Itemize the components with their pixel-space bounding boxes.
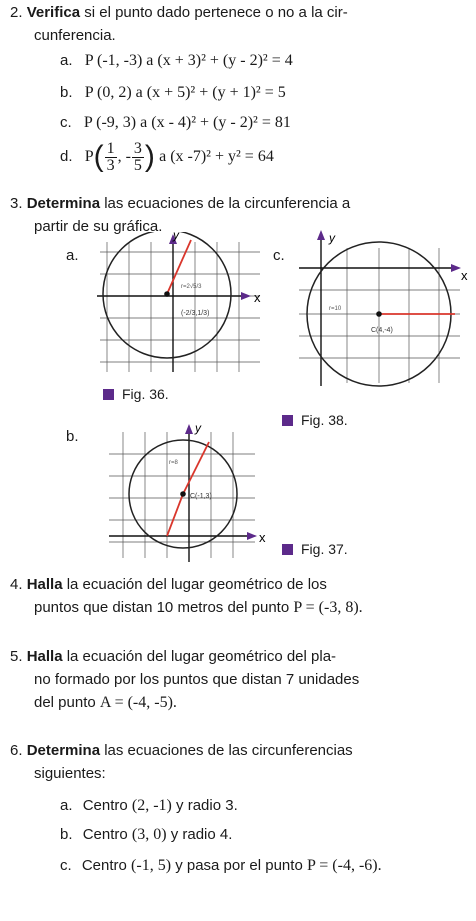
fraction-2-num: 3 [133,139,142,157]
q3-graph-a-label: a. [66,247,79,264]
q2-text2: cunferencia. [34,27,116,44]
q6-item-c-math2: P = (-4, -6). [306,857,382,874]
fraction-2 [132,141,144,174]
graph-c [285,228,475,393]
graph-c-y-arrow [317,230,325,240]
paren-close: ) [144,140,155,173]
q4-point: P = (-3, 8). [293,599,363,616]
graph-c-center [376,311,382,317]
q2-item-d-point: P [84,147,94,165]
q6-item-c-pre: Centro [81,857,132,874]
q2-item-d-mid: , - [117,147,131,165]
q6-item-a [60,797,238,815]
graph-a-center [164,291,170,297]
q2-heading [10,4,348,21]
q6-item-a-post: y radio 3. [171,797,238,814]
fraction-1 [105,141,117,174]
q2-item-d [60,140,274,174]
q6-item-b [60,826,232,844]
graph-a-x-label: x [254,290,261,305]
fig-37-text: Fig. 37. [301,541,348,557]
q2-text1: si el punto dado pertenece o no a la cir- [80,4,348,21]
q5-point: A = (-4, -5). [99,694,177,711]
graph-b-x-arrow [247,532,257,540]
q5-line3 [34,694,177,712]
graph-b-y-label: y [195,421,201,435]
q3-text2: partir de su gráfica. [34,218,163,235]
fig-38-text: Fig. 38. [301,412,348,428]
q2-item-c-expr: P (-9, 3) a (x - 4)² + (y - 2)² = 81 [83,114,291,131]
q5-text1: la ecuación del lugar geométrico del pla- [62,648,337,665]
graph-b-y-arrow [185,424,193,434]
q6-item-c [60,857,382,875]
q6-item-a-pre: Centro [82,797,132,814]
q4-number: 4. [10,576,23,593]
q6-text2: siguientes: [34,765,106,782]
q2-bold: Verifica [26,4,81,21]
graph-a-center-label: (-2/3,1/3) [181,310,210,317]
q2-item-d-label: d. [60,147,73,165]
q6-item-c-label: c. [60,857,72,874]
fig-36-caption [103,386,169,402]
q6-item-c-post: y pasa por el punto [171,857,307,874]
q2-item-b [60,84,286,102]
graph-a-grid [100,242,260,372]
graph-b-radius-label: r=8 [169,460,178,466]
graph-b-radius-up [183,442,209,494]
q4-bold: Halla [26,576,63,593]
q3-heading [10,195,350,212]
fig-37-bullet-icon [282,544,293,555]
q3-graph-c-label: c. [273,247,285,264]
graph-c-x-arrow [451,264,461,272]
graph-b-radius-down [167,494,183,536]
graph-b [105,418,275,568]
graph-c-y-label: y [329,231,335,245]
q3-bold: Determina [26,195,101,212]
q2-item-d-tail: a (x -7)² + y² = 64 [159,147,274,165]
graph-a-y-label: y [173,232,179,242]
fraction-2-den: 5 [133,156,142,174]
q6-number: 6. [10,742,23,759]
q2-number: 2. [10,4,23,21]
graph-a-x-arrow [241,292,251,300]
q6-heading [10,742,353,759]
fraction-1-den: 3 [106,156,115,174]
q5-text2: no formado por los puntos que distan 7 unidades [34,671,360,688]
graph-b-x-label: x [259,530,266,545]
graph-c-center-label: C(4,-4) [371,327,393,334]
fig-37-caption [282,541,348,557]
q3-text1: las ecuaciones de la circunferencia a [100,195,351,212]
q5-heading [10,648,336,665]
q6-item-b-label: b. [60,826,73,843]
paren-open: ( [93,140,104,173]
graph-a-radius-label: r=2√5/3 [181,284,202,290]
q6-item-b-pre: Centro [82,826,132,843]
q6-item-b-math: (3, 0) [131,826,167,843]
fig-36-bullet-icon [103,389,114,400]
q3-number: 3. [10,195,23,212]
q5-text3: del punto [34,694,100,711]
q2-item-c [60,114,291,132]
q2-item-b-label: b. [60,84,73,101]
q3-graph-b-label: b. [66,428,79,445]
q6-item-a-math: (2, -1) [131,797,172,814]
q2-item-a-expr: P (-1, -3) a (x + 3)² + (y - 2)² = 4 [84,52,293,69]
q2-item-c-label: c. [60,114,72,131]
q6-item-c-math: (-1, 5) [131,857,172,874]
q6-item-a-label: a. [60,797,73,814]
fraction-1-num: 1 [106,139,115,157]
q4-line2 [34,599,363,617]
q4-text1: la ecuación del lugar geométrico de los [62,576,327,593]
q2-item-b-expr: P (0, 2) a (x + 5)² + (y + 1)² = 5 [84,84,286,101]
q4-heading [10,576,327,593]
q6-text1: las ecuaciones de las circunferencias [100,742,353,759]
graph-a [95,232,270,382]
graph-c-radius-label: r=10 [329,306,342,312]
q5-number: 5. [10,648,23,665]
graph-b-center [180,491,186,497]
fig-38-bullet-icon [282,415,293,426]
graph-c-x-label: x [461,268,468,283]
fig-38-caption [282,412,348,428]
fig-36-text: Fig. 36. [122,386,169,402]
q5-bold: Halla [26,648,63,665]
q6-bold: Determina [26,742,101,759]
q4-text2: puntos que distan 10 metros del punto [34,599,294,616]
q2-item-a-label: a. [60,52,73,69]
q6-item-b-post: y radio 4. [166,826,233,843]
graph-b-center-label: C(-1,3) [190,493,212,500]
q2-item-a [60,52,293,70]
